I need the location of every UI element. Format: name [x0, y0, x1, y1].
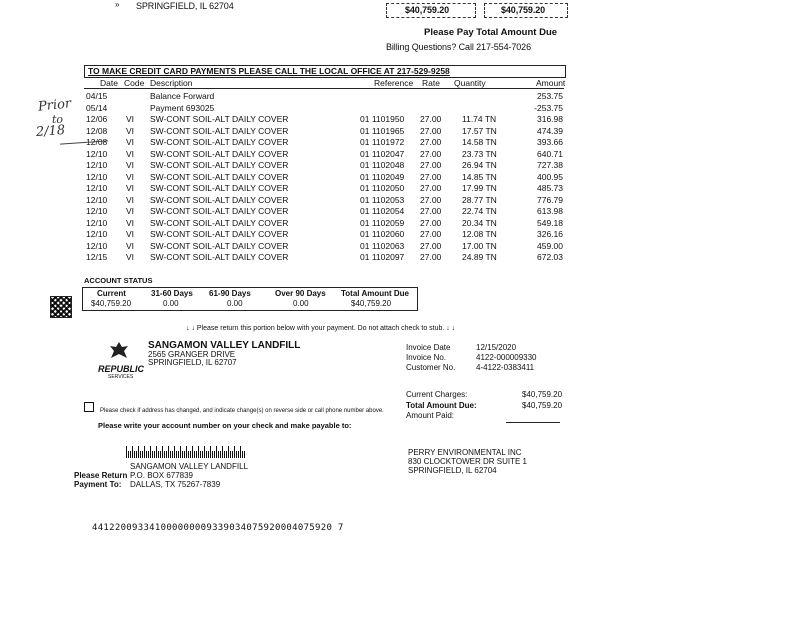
- customer-no-label: Customer No.: [406, 363, 456, 372]
- table-row: [0, 252, 800, 263]
- row-description: SW-CONT SOIL-ALT DAILY COVER: [150, 229, 289, 239]
- row-date: 12/08: [86, 137, 108, 147]
- barcode-bar: [144, 446, 145, 458]
- barcode-bar: [160, 451, 161, 458]
- row-reference: 01 1102054: [360, 206, 405, 216]
- row-description: SW-CONT SOIL-ALT DAILY COVER: [150, 171, 289, 182]
- row-reference: 01 1102048: [360, 160, 405, 170]
- row-date: 12/06: [86, 114, 108, 124]
- total-due-label: Total Amount Due:: [406, 401, 477, 410]
- barcode-bar: [222, 446, 223, 458]
- table-header: [0, 78, 800, 89]
- status-header-61-90: 61-90 Days: [209, 289, 251, 298]
- barcode-bar: [170, 451, 171, 458]
- barcode-bar: [130, 451, 131, 458]
- table-row: [0, 229, 800, 240]
- row-reference: 01 1102053: [360, 194, 405, 205]
- barcode-bar: [150, 446, 151, 458]
- barcode-bar: [176, 451, 177, 458]
- row-code: VI: [126, 206, 135, 216]
- barcode-bar: [200, 451, 201, 458]
- qr-code-icon: [50, 296, 72, 318]
- credit-card-notice-box: [84, 65, 566, 78]
- barcode-bar: [194, 451, 195, 458]
- current-charges-label: Current Charges:: [406, 390, 468, 399]
- row-description: SW-CONT SOIL-ALT DAILY COVER: [150, 252, 289, 262]
- row-rate: 27.00: [420, 206, 442, 216]
- row-amount: 613.98: [537, 206, 563, 216]
- tear-line-text: ↓ ↓ Please return this portion below with your payment. Do not attach check to stub. ↓ ↓: [186, 325, 456, 332]
- row-reference: 01 1102063: [360, 240, 405, 251]
- row-reference: 01 1102049: [360, 171, 405, 182]
- barcode-bar: [156, 446, 157, 458]
- sender-city: SPRINGFIELD, IL 62704: [136, 1, 234, 11]
- row-quantity: 14.85 TN: [462, 171, 497, 182]
- amount-paid-field[interactable]: [506, 422, 560, 423]
- row-date: 12/10: [86, 206, 108, 216]
- row-rate: 27.00: [420, 183, 442, 193]
- row-code: VI: [126, 114, 135, 124]
- row-rate: 27.00: [420, 240, 442, 251]
- remit-company: SANGAMON VALLEY LANDFILL: [148, 340, 301, 351]
- invoice-no-label: Invoice No.: [406, 353, 447, 362]
- barcode-bar: [132, 446, 133, 458]
- barcode-bar: [224, 451, 225, 458]
- total-due: $40,759.20: [522, 401, 563, 410]
- row-quantity: 17.99 TN: [462, 183, 497, 193]
- barcode-bar: [138, 446, 139, 458]
- row-date: 12/08: [86, 125, 108, 136]
- barcode-bar: [174, 446, 175, 458]
- col-description: Description: [150, 78, 193, 88]
- barcode-bar: [206, 451, 207, 458]
- write-account-text: Please write your account number on your check and make payable to:: [98, 421, 352, 430]
- row-description: SW-CONT SOIL-ALT DAILY COVER: [150, 148, 289, 159]
- barcode-bar: [212, 451, 213, 458]
- row-date: 12/10: [86, 160, 108, 170]
- col-rate: Rate: [422, 78, 440, 88]
- barcode-bar: [178, 451, 179, 458]
- table-row: [0, 160, 800, 171]
- invoice-date-label: Invoice Date: [406, 343, 451, 352]
- barcode-bar: [186, 446, 187, 458]
- row-reference: 01 1102050: [360, 183, 405, 193]
- row-reference: 01 1101972: [360, 137, 405, 147]
- table-row: [0, 149, 800, 160]
- table-row: [0, 206, 800, 217]
- payee-box: P.O. BOX 677839: [130, 471, 194, 480]
- row-quantity: 23.73 TN: [462, 148, 497, 159]
- row-amount: 253.75: [537, 91, 563, 101]
- row-reference: 01 1101965: [360, 125, 405, 136]
- row-date: 12/10: [86, 171, 108, 182]
- row-date: 05/14: [86, 102, 108, 113]
- row-reference: 01 1102060: [360, 229, 405, 239]
- row-quantity: 22.74 TN: [462, 206, 497, 216]
- row-quantity: 17.57 TN: [462, 125, 497, 136]
- barcode-bar: [142, 451, 143, 458]
- row-quantity: 17.00 TN: [462, 240, 497, 251]
- table-row: [0, 137, 800, 148]
- barcode-bar: [226, 451, 227, 458]
- row-quantity: 20.34 TN: [462, 217, 497, 228]
- row-date: 12/10: [86, 148, 108, 159]
- return-label-1: Please Return: [74, 471, 128, 480]
- barcode-bar: [202, 451, 203, 458]
- row-description: SW-CONT SOIL-ALT DAILY COVER: [150, 183, 289, 193]
- col-code: Code: [124, 78, 145, 88]
- row-description: SW-CONT SOIL-ALT DAILY COVER: [150, 137, 289, 147]
- barcode-bar: [218, 451, 219, 458]
- customer-no: 4-4122-0383411: [476, 363, 535, 372]
- row-description: SW-CONT SOIL-ALT DAILY COVER: [150, 114, 289, 124]
- barcode-bar: [214, 451, 215, 458]
- row-amount: 459.00: [537, 240, 563, 251]
- row-amount: -253.75: [534, 102, 563, 113]
- barcode-bar: [244, 451, 245, 458]
- top-amount-box-1: [386, 3, 476, 18]
- row-code: VI: [126, 137, 135, 147]
- col-reference: Reference: [374, 78, 414, 88]
- handwritten-note-2: to: [52, 113, 64, 126]
- amount-paid-label: Amount Paid:: [406, 411, 455, 420]
- ocr-scanline: 441220093341000000009339034075920004075920 7: [92, 523, 344, 533]
- barcode-bar: [158, 451, 159, 458]
- row-amount: 776.79: [537, 194, 563, 205]
- republic-eagle-icon: [108, 340, 130, 362]
- row-description: SW-CONT SOIL-ALT DAILY COVER: [150, 194, 289, 205]
- row-amount: 485.73: [537, 183, 563, 193]
- row-code: VI: [126, 217, 135, 228]
- row-rate: 27.00: [420, 171, 442, 182]
- row-rate: 27.00: [420, 137, 442, 147]
- row-date: 04/15: [86, 91, 108, 101]
- row-code: VI: [126, 194, 135, 205]
- barcode-bar: [236, 451, 237, 458]
- row-rate: 27.00: [420, 217, 442, 228]
- table-row: [0, 126, 800, 137]
- account-status-title: ACCOUNT STATUS: [84, 276, 153, 285]
- row-amount: 727.38: [537, 160, 563, 170]
- remit-address-1: 2565 GRANGER DRIVE: [148, 350, 236, 359]
- top-amount-2: $40,759.20: [501, 5, 546, 15]
- row-description: SW-CONT SOIL-ALT DAILY COVER: [150, 217, 289, 228]
- current-charges: $40,759.20: [522, 390, 563, 399]
- row-rate: 27.00: [420, 194, 442, 205]
- status-header-31-60: 31-60 Days: [151, 289, 193, 298]
- status-header-total: Total Amount Due: [341, 289, 409, 298]
- row-description: Payment 693025: [150, 102, 215, 113]
- row-quantity: 11.74 TN: [462, 114, 497, 124]
- barcode-bar: [136, 451, 137, 458]
- table-row: [0, 218, 800, 229]
- status-header-over-90: Over 90 Days: [275, 289, 326, 298]
- barcode-bar: [238, 451, 239, 458]
- status-header-current: Current: [97, 289, 126, 298]
- barcode-bar: [188, 451, 189, 458]
- barcode-bar: [196, 451, 197, 458]
- barcode-bar: [146, 451, 147, 458]
- row-rate: 27.00: [420, 114, 442, 124]
- barcode-bar: [242, 451, 243, 458]
- republic-logo-sub: SERVICES: [108, 374, 134, 380]
- top-amount-1: $40,759.20: [405, 5, 450, 15]
- row-reference: 01 1101950: [360, 114, 405, 124]
- row-reference: 01 1102059: [360, 217, 405, 228]
- table-row: [0, 103, 800, 114]
- barcode-bar: [220, 451, 221, 458]
- account-status-box: [82, 287, 418, 311]
- barcode-bar: [240, 446, 241, 458]
- row-code: VI: [126, 125, 135, 136]
- row-code: VI: [126, 252, 135, 262]
- row-amount: 672.03: [537, 252, 563, 262]
- barcode-bar: [164, 451, 165, 458]
- row-date: 12/15: [86, 252, 108, 262]
- row-date: 12/10: [86, 240, 108, 251]
- col-quantity: Quantity: [454, 78, 486, 88]
- row-reference: 01 1102097: [360, 252, 405, 262]
- status-current-value: $40,759.20: [91, 299, 132, 308]
- table-row: [0, 172, 800, 183]
- status-31-60-value: 0.00: [163, 299, 179, 308]
- barcode-bar: [230, 451, 231, 458]
- col-amount: Amount: [536, 78, 566, 88]
- row-amount: 393.66: [537, 137, 563, 147]
- row-rate: 27.00: [420, 148, 442, 159]
- table-row: [0, 183, 800, 194]
- row-quantity: 24.89 TN: [462, 252, 497, 262]
- row-description: SW-CONT SOIL-ALT DAILY COVER: [150, 206, 289, 216]
- billing-questions: Billing Questions? Call 217-554-7026: [386, 42, 531, 52]
- credit-card-notice: TO MAKE CREDIT CARD PAYMENTS PLEASE CALL THE LOCAL OFFICE AT 217-529-9258: [88, 66, 450, 76]
- row-quantity: 26.94 TN: [462, 160, 497, 170]
- row-quantity: 12.08 TN: [462, 229, 497, 239]
- row-date: 12/10: [86, 217, 108, 228]
- row-code: VI: [126, 148, 135, 159]
- status-61-90-value: 0.00: [227, 299, 243, 308]
- col-date: Date: [100, 78, 118, 88]
- row-code: VI: [126, 240, 135, 251]
- customer-address: 830 CLOCKTOWER DR SUITE 1: [408, 457, 527, 466]
- republic-logo-text: REPUBLIC: [98, 364, 145, 374]
- barcode-bar: [190, 451, 191, 458]
- row-rate: 27.00: [420, 125, 442, 136]
- row-date: 12/10: [86, 183, 108, 193]
- top-amount-box-2: [484, 3, 568, 18]
- row-date: 12/10: [86, 194, 108, 205]
- customer-name: PERRY ENVIRONMENTAL INC: [408, 448, 522, 457]
- barcode-bar: [204, 446, 205, 458]
- row-code: VI: [126, 229, 135, 239]
- barcode-bar: [152, 451, 153, 458]
- row-amount: 640.71: [537, 148, 563, 159]
- row-amount: 474.39: [537, 125, 563, 136]
- customer-city: SPRINGFIELD, IL 62704: [408, 466, 497, 475]
- row-rate: 27.00: [420, 229, 442, 239]
- row-quantity: 28.77 TN: [462, 194, 497, 205]
- barcode-bar: [234, 446, 235, 458]
- table-row: [0, 195, 800, 206]
- tear-line-label: Please return this portion below with your payment. Do not attach check to stub.: [196, 325, 445, 332]
- barcode-bar: [182, 451, 183, 458]
- barcode-bar: [184, 451, 185, 458]
- row-quantity: 14.58 TN: [462, 137, 497, 147]
- barcode-bar: [232, 451, 233, 458]
- payee-name: SANGAMON VALLEY LANDFILL: [130, 462, 248, 471]
- status-over-90-value: 0.00: [293, 299, 309, 308]
- barcode-bar: [216, 446, 217, 458]
- please-pay-text: Please Pay Total Amount Due: [424, 27, 558, 38]
- invoice-date: 12/15/2020: [476, 343, 517, 352]
- barcode-bar: [180, 446, 181, 458]
- remit-address-2: SPRINGFIELD, IL 62707: [148, 358, 237, 367]
- barcode-bar: [166, 451, 167, 458]
- row-description: SW-CONT SOIL-ALT DAILY COVER: [150, 240, 289, 251]
- barcode-bar: [168, 446, 169, 458]
- handwritten-note-1: Prior: [37, 96, 72, 115]
- barcode-bar: [148, 451, 149, 458]
- barcode-bar: [228, 446, 229, 458]
- barcode-bar: [154, 451, 155, 458]
- status-total-value: $40,759.20: [351, 299, 392, 308]
- row-amount: 316.98: [537, 114, 563, 124]
- handwritten-note-3: 2/18: [35, 122, 66, 141]
- table-row: [0, 91, 800, 102]
- arrow-marks: »: [115, 0, 120, 9]
- barcode-bar: [140, 451, 141, 458]
- barcode-bar: [162, 446, 163, 458]
- barcode-bar: [208, 451, 209, 458]
- address-change-checkbox[interactable]: [84, 402, 94, 412]
- table-row: [0, 114, 800, 125]
- barcode-bar: [198, 446, 199, 458]
- row-description: SW-CONT SOIL-ALT DAILY COVER: [150, 160, 289, 170]
- invoice-no: 4122-000009330: [476, 353, 537, 362]
- row-description: SW-CONT SOIL-ALT DAILY COVER: [150, 125, 289, 136]
- barcode-bar: [134, 451, 135, 458]
- table-row: [0, 241, 800, 252]
- barcode-bar: [210, 446, 211, 458]
- row-rate: 27.00: [420, 252, 442, 262]
- row-amount: 400.95: [537, 171, 563, 182]
- row-code: VI: [126, 160, 135, 170]
- barcode-bar: [192, 446, 193, 458]
- row-description: Balance Forward: [150, 91, 215, 101]
- row-amount: 549.18: [537, 217, 563, 228]
- address-change-text: Please check if address has changed, and indicate change(s) on reverse side or call phone number above.: [100, 408, 384, 414]
- row-code: VI: [126, 171, 135, 182]
- row-code: VI: [126, 183, 135, 193]
- barcode-bar: [128, 451, 129, 458]
- payee-city: DALLAS, TX 75267-7839: [130, 480, 221, 489]
- row-rate: 27.00: [420, 160, 442, 170]
- row-date: 12/10: [86, 229, 108, 239]
- row-amount: 326.16: [537, 229, 563, 239]
- row-reference: 01 1102047: [360, 148, 405, 159]
- barcode-bar: [172, 451, 173, 458]
- barcode-bar: [126, 446, 127, 458]
- return-label-2: Payment To:: [74, 480, 122, 489]
